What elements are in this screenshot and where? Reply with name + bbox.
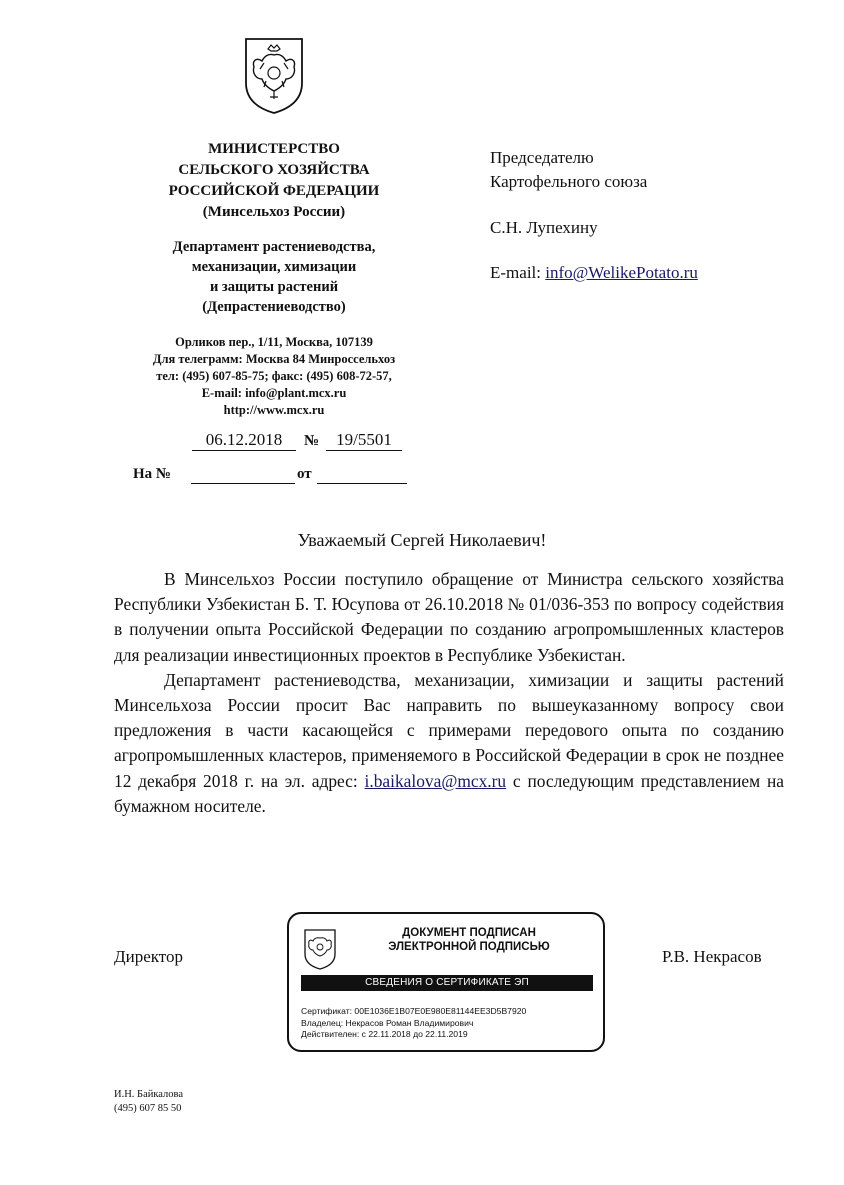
registration-date: 06.12.2018 bbox=[192, 430, 296, 451]
stamp-validity: Действителен: с 22.11.2018 до 22.11.2019 bbox=[301, 1029, 468, 1039]
registration-number-sign: № bbox=[304, 433, 320, 449]
reference-from: от bbox=[297, 466, 312, 482]
greeting: Уважаемый Сергей Николаевич! bbox=[297, 530, 547, 550]
reference-prefix: На № bbox=[133, 466, 171, 482]
addressee-email-line bbox=[490, 261, 810, 285]
executor-name: И.Н. Байкалова bbox=[114, 1089, 184, 1100]
stamp-title-line-1: ДОКУМЕНТ ПОДПИСАН bbox=[402, 927, 536, 939]
executor-info bbox=[114, 1088, 183, 1116]
stamp-emblem-icon bbox=[303, 928, 337, 970]
body-paragraph-2 bbox=[114, 668, 784, 819]
contact-phone: тел: (495) 607-85-75; факс: (495) 608-72-57, bbox=[156, 369, 392, 383]
reference-number-blank bbox=[191, 483, 295, 484]
addressee-name: С.Н. Лупехину bbox=[490, 218, 598, 237]
reference-line bbox=[133, 466, 423, 490]
signer-name: Р.В. Некрасов bbox=[662, 947, 762, 966]
addressee-email-link[interactable]: info@WelikePotato.ru bbox=[545, 263, 698, 282]
addressee-position-2: Картофельного союза bbox=[490, 172, 648, 191]
coat-of-arms-emblem bbox=[242, 35, 306, 115]
stamp-certificate: Сертификат: 00E1036E1B07E0E980E81144EE3D5B7920 bbox=[301, 1006, 527, 1016]
addressee-block bbox=[490, 146, 810, 285]
stamp-certificate-bar: СВЕДЕНИЯ О СЕРТИФИКАТЕ ЭП bbox=[301, 975, 593, 991]
letter-body bbox=[114, 567, 784, 819]
contact-telegram: Для телеграмм: Москва 84 Минроссельхоз bbox=[152, 352, 396, 366]
department-line-2: механизации, химизации bbox=[191, 259, 357, 275]
ministry-contacts bbox=[120, 334, 428, 419]
ministry-header bbox=[130, 139, 418, 223]
body-paragraph-1: В Минсельхоз России поступило обращение от Министра сельского хозяйства Республики Узбекистан Б. Т. Юсупова от 26.10.2018 № 01/036-353 по вопросу содействия в получении опыта Российской Федерации по созданию агропромышленных кластеров для реализации инвестиционных проектов в Республике Узбекистан. bbox=[114, 569, 784, 665]
stamp-title bbox=[345, 926, 593, 954]
contact-email: E-mail: info@plant.mcx.ru bbox=[201, 386, 347, 400]
contact-address: Орликов пер., 1/11, Москва, 107139 bbox=[175, 335, 373, 349]
stamp-title-line-2: ЭЛЕКТРОННОЙ ПОДПИСЬЮ bbox=[388, 941, 550, 953]
department-line-1: Департамент растениеводства, bbox=[172, 239, 376, 255]
reference-date-blank bbox=[317, 483, 407, 484]
addressee-email-label: E-mail: bbox=[490, 263, 546, 282]
department-short-name: (Депрастениеводство) bbox=[202, 299, 346, 315]
stamp-owner: Владелец: Некрасов Роман Владимирович bbox=[301, 1017, 474, 1028]
body-paragraph-2-tail: с последующим представлением на бумажном носителе. bbox=[114, 770, 784, 816]
addressee-position-1: Председателю bbox=[490, 148, 594, 167]
executor-phone: (495) 607 85 50 bbox=[114, 1103, 182, 1114]
department-line-3: и защиты растений bbox=[209, 279, 339, 295]
registration-number: 19/5501 bbox=[326, 430, 402, 451]
contact-website: http://www.mcx.ru bbox=[223, 403, 325, 417]
ministry-line-3: РОССИЙСКОЙ ФЕДЕРАЦИИ bbox=[168, 183, 380, 199]
electronic-signature-stamp bbox=[287, 912, 605, 1052]
department-header bbox=[130, 237, 418, 317]
stamp-details bbox=[301, 1006, 601, 1041]
signer-title: Директор bbox=[114, 947, 183, 966]
ministry-line-1: МИНИСТЕРСТВО bbox=[208, 141, 340, 157]
ministry-short-name: (Минсельхоз России) bbox=[202, 204, 346, 220]
body-paragraph-2-text: Департамент растениеводства, механизации, химизации и защиты растений Минсельхоза России просит Вас направить по вышеуказанному вопросу свои предложения в части касающейся с примерами передового опыта по созданию агропромышленных кластеров, применяемого в Российской Федерации в срок не позднее 12 декабря 2018 г. на эл. адрес: bbox=[114, 669, 784, 791]
registration-line bbox=[130, 430, 420, 460]
contact-email-link[interactable]: i.baikalova@mcx.ru bbox=[364, 770, 507, 791]
ministry-line-2: СЕЛЬСКОГО ХОЗЯЙСТВА bbox=[178, 162, 370, 178]
